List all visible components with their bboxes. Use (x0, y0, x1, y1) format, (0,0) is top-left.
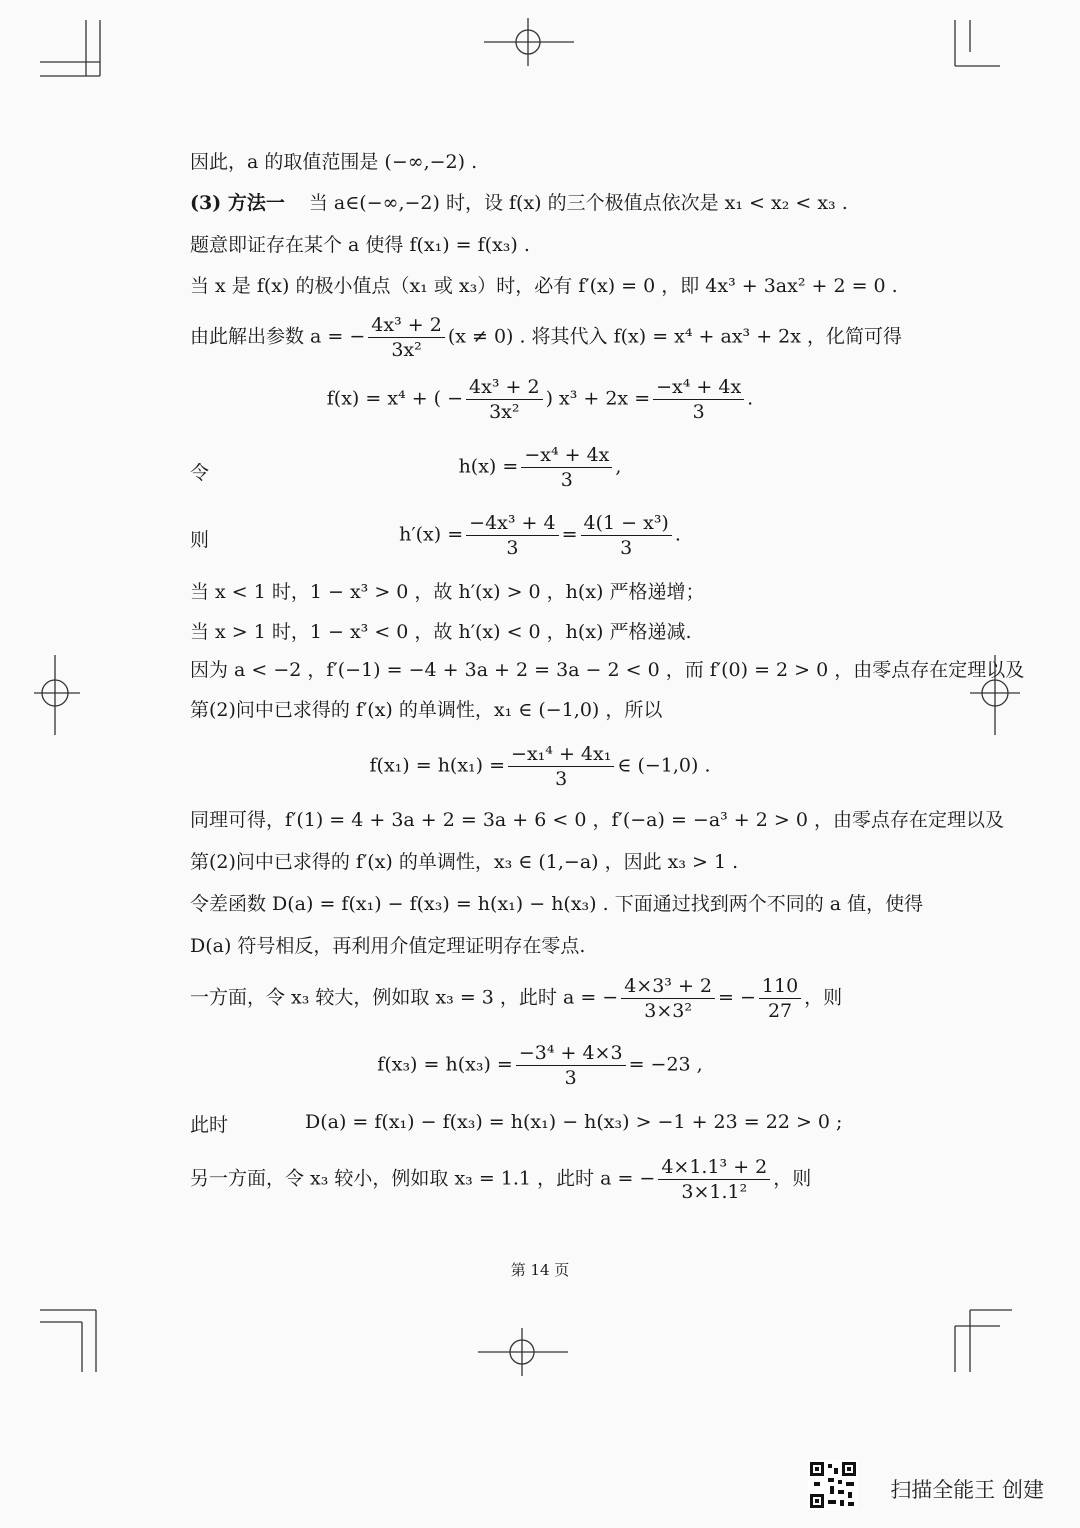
method-label: (3) 方法一 (190, 192, 285, 214)
text-line (190, 975, 842, 1022)
denominator: 3×1.1² (681, 1181, 748, 1203)
equation (0, 743, 1080, 790)
denominator: 3x² (391, 339, 422, 361)
equation-segment: ∈ (−1,0) . (617, 754, 711, 777)
numerator: 4×3³ + 2 (621, 975, 715, 999)
text-segment: = − (718, 986, 756, 1009)
equation-segment: = (561, 523, 578, 546)
text-line: D(a) 符号相反，再利用介值定理证明存在零点. (190, 935, 586, 957)
equation-segment: f(x) = x⁴ + ( − (326, 387, 464, 410)
equation-segment: . (747, 387, 754, 410)
text-line: 因为 a < −2 ，f′(−1) = −4 + 3a + 2 = 3a − 2 < 0 ，而 f′(0) = 2 > 0 ，由零点存在定理以及 (190, 659, 1025, 681)
numerator: −x⁴ + 4x (521, 444, 612, 468)
fraction (621, 975, 715, 1022)
equation-segment: f(x₃) = h(x₃) = (377, 1053, 513, 1076)
equation (0, 444, 1080, 491)
denominator: 3 (506, 537, 519, 559)
equation-segment: , (615, 455, 622, 478)
fraction (516, 1042, 626, 1089)
qr-code-icon (808, 1460, 858, 1510)
equation-segment: ) x³ + 2x = (545, 387, 651, 410)
text-segment: 由此解出参数 a = − (190, 325, 366, 348)
text-segment: (x ≠ 0) . 将其代入 f(x) = x⁴ + ax³ + 2x ，化简可得 (447, 325, 903, 348)
numerator: −3⁴ + 4×3 (516, 1042, 626, 1066)
scanner-watermark: 扫描全能王 创建 (890, 1478, 1044, 1502)
denominator: 3×3² (644, 1000, 692, 1022)
text-label: 此时 (190, 1114, 229, 1136)
page-number: 第 14 页 (510, 1261, 570, 1279)
text-segment: ，则 (804, 986, 843, 1009)
text-line: 题意即证存在某个 a 使得 f(x₁) = f(x₃) . (190, 234, 530, 256)
equation-segment: h(x) = (458, 455, 519, 478)
fraction (581, 512, 672, 559)
equation-segment: = −23 , (628, 1053, 703, 1076)
numerator: 110 (759, 975, 801, 999)
fraction (466, 512, 558, 559)
text-line: 当 x > 1 时，1 − x³ < 0 ，故 h′(x) < 0 ，h(x) 严格递减. (190, 621, 692, 643)
text-segment: 另一方面，令 x₃ 较小，例如取 x₃ = 1.1 ，此时 a = − (190, 1167, 656, 1190)
equation: D(a) = f(x₁) − f(x₃) = h(x₁) − h(x₃) > −1 + 23 = 22 > 0 ; (305, 1111, 843, 1133)
denominator: 3x² (489, 401, 520, 423)
text-line: 当 x 是 f(x) 的极小值点（x₁ 或 x₃）时，必有 f′(x) = 0 ，即 4x³ + 3ax² + 2 = 0 . (190, 275, 898, 297)
numerator: 4(1 − x³) (581, 512, 672, 536)
numerator: 4×1.1³ + 2 (658, 1156, 770, 1180)
denominator: 3 (560, 469, 573, 491)
method-text: 当 a∈(−∞,−2) 时，设 f(x) 的三个极值点依次是 x₁ < x₂ < x₃ . (308, 192, 848, 214)
denominator: 27 (767, 1000, 793, 1022)
denominator: 3 (692, 401, 705, 423)
text-line: 同理可得，f′(1) = 4 + 3a + 2 = 3a + 6 < 0 ，f′(−a) = −a³ + 2 > 0 ，由零点存在定理以及 (190, 809, 1004, 831)
numerator: 4x³ + 2 (368, 314, 445, 338)
text-segment: 一方面，令 x₃ 较大，例如取 x₃ = 3 ，此时 a = − (190, 986, 619, 1009)
text-label: 令 (190, 462, 210, 484)
text-line (190, 189, 848, 217)
equation (0, 512, 1080, 559)
equation-segment: h′(x) = (399, 523, 464, 546)
denominator: 3 (564, 1067, 577, 1089)
numerator: 4x³ + 2 (466, 376, 543, 400)
numerator: −x₁⁴ + 4x₁ (508, 743, 614, 767)
fraction (653, 376, 744, 423)
text-line: 因此，a 的取值范围是 (−∞,−2) . (190, 151, 478, 173)
text-line: 令差函数 D(a) = f(x₁) − f(x₃) = h(x₁) − h(x₃) . 下面通过找到两个不同的 a 值，使得 (190, 893, 924, 915)
equation-segment: . (674, 523, 681, 546)
denominator: 3 (620, 537, 633, 559)
fraction (368, 314, 445, 361)
text-segment: ，则 (773, 1167, 812, 1190)
text-line (190, 314, 902, 361)
fraction (521, 444, 612, 491)
text-line: 第(2)问中已求得的 f′(x) 的单调性，x₁ ∈ (−1,0) ，所以 (190, 699, 663, 721)
text-line (190, 1156, 811, 1203)
fraction (759, 975, 801, 1022)
equation (0, 1042, 1080, 1089)
text-label: 则 (190, 529, 210, 551)
text-line: 当 x < 1 时，1 − x³ > 0 ，故 h′(x) > 0 ，h(x) 严格递增； (190, 581, 705, 603)
text-line: 第(2)问中已求得的 f′(x) 的单调性，x₃ ∈ (1,−a) ，因此 x₃ > 1 . (190, 851, 739, 873)
equation-segment: f(x₁) = h(x₁) = (369, 754, 506, 777)
numerator: −4x³ + 4 (466, 512, 558, 536)
equation (0, 376, 1080, 423)
numerator: −x⁴ + 4x (653, 376, 744, 400)
fraction (508, 743, 614, 790)
denominator: 3 (555, 768, 568, 790)
fraction (466, 376, 543, 423)
fraction (658, 1156, 770, 1203)
